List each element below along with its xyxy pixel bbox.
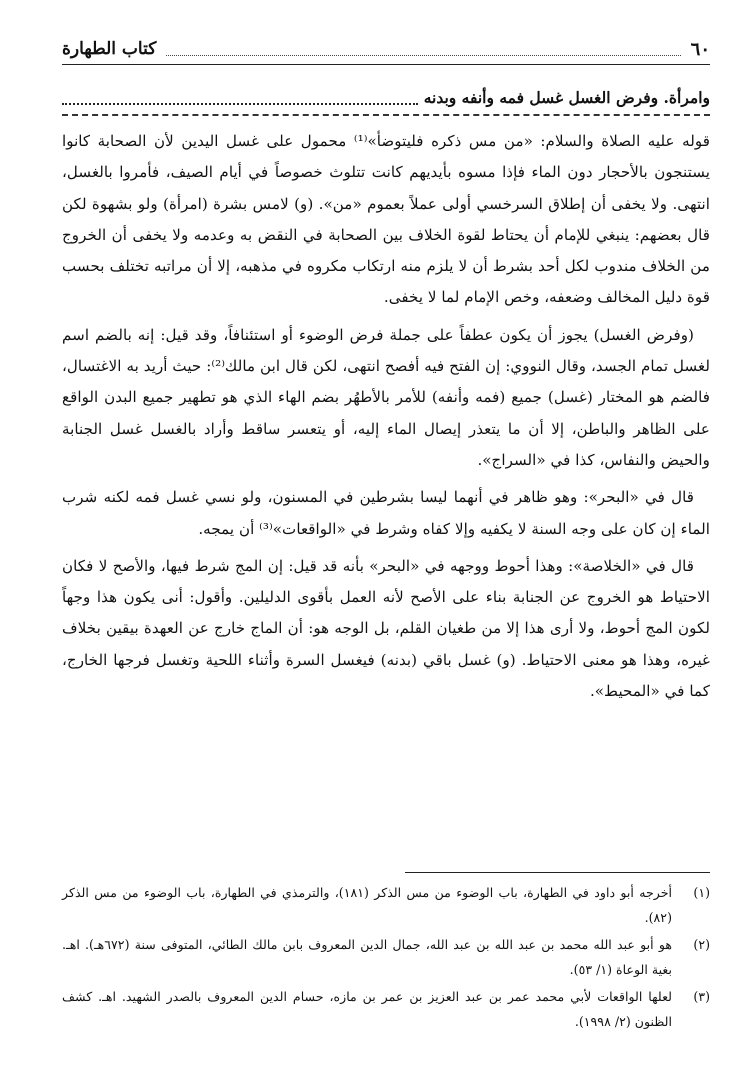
header-rule — [62, 64, 710, 65]
matn-separator-dashed — [62, 114, 710, 116]
running-head — [62, 34, 710, 64]
paragraph: قال في «الخلاصة»: وهذا أحوط ووجهه في «البحر» بأنه قد قيل: إن المج شرط فيها، والأصح لا فكان الاحتياط هو الخروج عن الجنابة بناء على الأصح لأنه العمل بأقوى الدليلين. وأقول: أنى يكون هذا وجهاً لكون المج أحوط، ولا أرى هذا إلا من طغيان القلم، بل الوجه هو: أن الماج خارج عن العهدة بيقين بخلاف غيره، وهذا هو معنى الاحتياط. (و) غسل باقي (بدنه) فيغسل السرة وأثناء اللحية وتغسل فرجها الخارج، كما في «المحيط». — [62, 556, 710, 701]
page-number: ٦٠ — [690, 38, 710, 60]
footnote-number: (٣) — [693, 989, 710, 1004]
header-leader-dots — [166, 43, 680, 56]
footnote-number: (١) — [693, 885, 710, 900]
matn-dotted-leader — [62, 89, 418, 105]
footnote — [62, 984, 710, 1034]
commentary-body — [62, 126, 710, 713]
footnote-text: أخرجه أبو داود في الطهارة، باب الوضوء من مس الذكر (١٨١)، والترمذي في الطهارة، باب الوضوء من مس الذكر (٨٢). — [62, 885, 672, 925]
footnote — [62, 880, 710, 930]
footnote-rule — [405, 872, 710, 873]
paragraph: قال في «البحر»: وهو ظاهر في أنهما ليسا بشرطين في المسنون، ولو نسي غسل فمه لكنه شرب الماء إن كان على وجه السنة لا يكفيه وإلا كفاه وشرط في «الواقعات»⁽³⁾ أن يمجه. — [62, 488, 710, 538]
footnote-text: لعلها الواقعات لأبي محمد عمر بن عبد العزيز بن عمر بن مازه، حسام الدين المعروف بالصدر الشهيد. اهـ. كشف الظنون (٢/ ١٩٩٨). — [62, 989, 672, 1029]
paragraph: قوله عليه الصلاة والسلام: «من مس ذكره فليتوضأ»⁽¹⁾ محمول على غسل اليدين لأن الصحابة كانوا يستنجون بالأحجار دون الماء فإذا مسوه بأيديهم كانت تتلوث خصوصاً في أيام الصيف، فأمروا بالغسل، انتهى. ولا يخفى أن إطلاق السرخسي أولى عملاً بعموم «من». (و) لامس بشرة (امرأة) ولو بشهوة لكن قال بعضهم: ينبغي للإمام أن يحتاط لقوة الخلاف بين الصحابة في النقض به وعدمه ولا يخفى أن الخروج من الخلاف مندوب لكل أحد بشرط أن لا يلزم منه ارتكاب مكروه في مذهبه، إلا أن مراتبه تختلف بحسب قوة دليل المخالف وضعفه، وخص الإمام لما لا يخفى. — [62, 132, 710, 307]
matn-text: وامرأة. وفرض الغسل غسل فمه وأنفه وبدنه — [423, 87, 710, 107]
paragraph: (وفرض الغسل) يجوز أن يكون عطفاً على جملة فرض الوضوء أو استئنافاً، وقد قيل: إنه بالضم اسم لغسل تمام الجسد، وقال النووي: إن الفتح فيه أفصح انتهى، لكن قال ابن مالك⁽²⁾: حيث أريد به الاغتسال، فالضم هو المختار (غسل) جميع (فمه وأنفه) للأمر بالأطهُر بضم الهاء الذي هو تطهير جميع البدن الواقع على الظاهر والباطن، إلا أن ما يتعذر إيصال الماء إليه، أو يتعسر ساقط وأراد بالغسل غسل الجنابة والحيض والنفاس، كذا في «السراج». — [62, 325, 710, 469]
footnote — [62, 932, 710, 982]
book-title: كتاب الطهارة — [62, 39, 157, 59]
footnotes — [62, 880, 710, 1036]
footnote-number: (٢) — [693, 937, 710, 952]
footnote-text: هو أبو عبد الله محمد بن عبد الله بن عبد الله، جمال الدين المعروف بابن مالك الطائي، المتوفى سنة (٦٧٢هـ). اهـ. بغية الوعاة (١/ ٥٣). — [62, 937, 672, 977]
matn-line — [62, 84, 710, 110]
